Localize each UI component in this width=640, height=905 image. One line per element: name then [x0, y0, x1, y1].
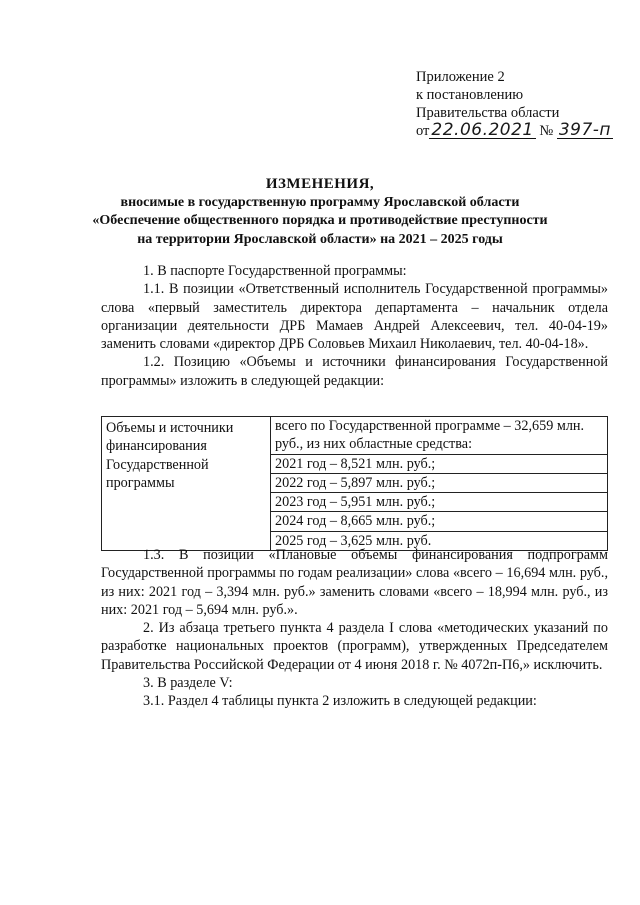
heading-line-4: на территории Ярославской области» на 2021 – 2025 годы — [137, 231, 503, 247]
funding-table — [101, 416, 608, 551]
number-prefix: № — [539, 123, 554, 139]
handwritten-number: 397-п — [558, 120, 612, 140]
paragraph-3: 3. В разделе V: — [143, 675, 233, 692]
table-value-cell — [271, 417, 608, 551]
body-block-bottom — [101, 546, 608, 711]
paragraph-2: 2. Из абзаца третьего пункта 4 раздела I слова «методических указаний по разработке национальных проектов (программ), утвержденных Председателем Правительства Российской Федерации от 4 июня 2018 г. № 4072п-П6,» исключить. — [101, 620, 608, 673]
appendix-date-line — [416, 122, 626, 140]
document-heading — [90, 175, 550, 249]
table-label-cell: Объемы и источники финансирования Государственной программы — [102, 417, 271, 551]
heading-line-2: вносимые в государственную программу Ярославской области — [120, 194, 520, 210]
paragraph-1-1: 1.1. В позиции «Ответственный исполнитель Государственной программы» слова «первый заместитель директора департамента – начальник отдела организации деятельности ДРБ Мамаев Андрей Алексеевич, тел. 40-04-19» заменить словами «директор ДРБ Соловьев Михаил Николаевич, тел. 40-04-18». — [101, 281, 608, 353]
body-block-top — [101, 262, 608, 390]
value-2022: 2022 год – 5,897 млн. руб.; — [271, 474, 607, 493]
value-2023: 2023 год – 5,951 млн. руб.; — [271, 493, 607, 512]
value-2021: 2021 год – 8,521 млн. руб.; — [271, 455, 607, 474]
paragraph-3-1: 3.1. Раздел 4 таблицы пункта 2 изложить в следующей редакции: — [143, 693, 537, 710]
value-total: всего по Государственной программе – 32,659 млн. руб., из них областные средства: — [271, 417, 607, 455]
heading-title: ИЗМЕНЕНИЯ, — [265, 176, 375, 192]
value-2025: 2025 год – 3,625 млн. руб. — [275, 532, 432, 549]
paragraph-1-3: 1.3. В позиции «Плановые объемы финансирования подпрограмм Государственной программы по годам реализации» слова «всего – 16,694 млн. руб., из них: 2021 год – 3,394 млн. руб.» заменить словами «всего – 18,994 млн. руб., из них: 2021 год – 5,694 млн. руб.». — [101, 547, 608, 618]
appendix-line-2: к постановлению — [416, 87, 524, 103]
appendix-line-3: Правительства области — [416, 105, 560, 121]
date-prefix: от — [416, 123, 430, 139]
table-row — [102, 417, 608, 551]
value-2024: 2024 год – 8,665 млн. руб.; — [271, 512, 607, 531]
paragraph-1: 1. В паспорте Государственной программы: — [143, 263, 407, 279]
handwritten-date: 22.06.2021 — [431, 120, 534, 140]
appendix-block — [416, 68, 626, 140]
paragraph-1-2: 1.2. Позицию «Объемы и источники финансирования Государственной программы» изложить в следующей редакции: — [101, 354, 608, 389]
appendix-line-1: Приложение 2 — [416, 69, 505, 85]
heading-line-3: «Обеспечение общественного порядка и противодействие преступности — [92, 213, 548, 228]
